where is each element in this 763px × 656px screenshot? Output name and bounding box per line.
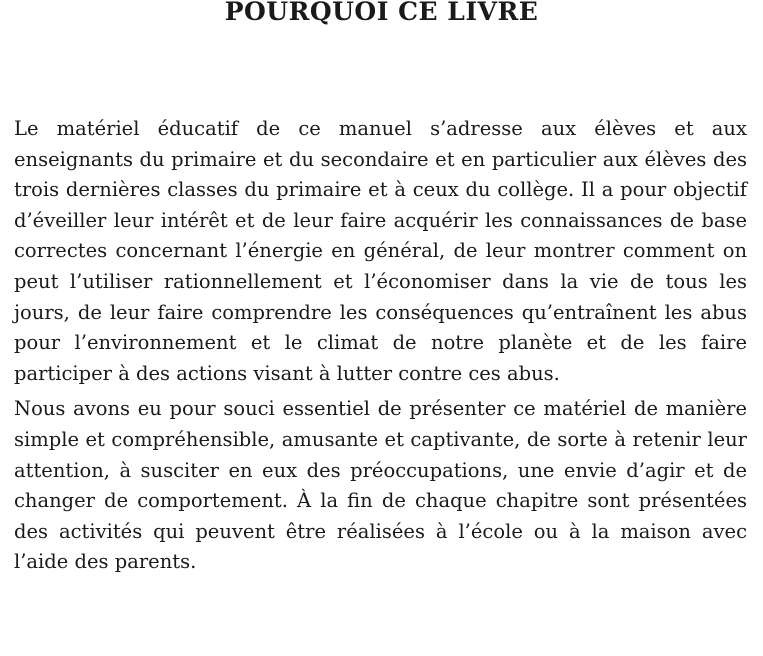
page-title: POURQUOI CE LIVRE xyxy=(224,0,539,26)
paragraph-intro: Le matériel éducatif de ce manuel s’adresse aux élèves et aux enseignants du primaire et du secondaire et en particulier aux élèves des trois dernières classes du primaire et à ceux du collège. Il a pour objectif d’éveiller leur intérêt et de leur faire acquérir les connaissances de base correctes concernant l’énergie en général, de leur montrer comment on peut l’utiliser rationnellement et l’économiser dans la vie de tous les jours, de leur faire comprendre les conséquences qu’entraînent les abus pour l’environnement et le climat de notre planète et de les faire participer à des actions visant à lutter contre ces abus. xyxy=(14,117,747,385)
paragraph-approach: Nous avons eu pour souci essentiel de présenter ce matériel de manière simple et compréhensible, amusante et captivante, de sorte à retenir leur attention, à susciter en eux des préoccupations, une envie d’agir et de changer de comportement. À la fin de chaque chapitre sont présentées des activités qui peuvent être réalisées à l’école ou à la maison avec l’aide des parents. xyxy=(14,397,747,574)
body-text xyxy=(14,114,747,578)
